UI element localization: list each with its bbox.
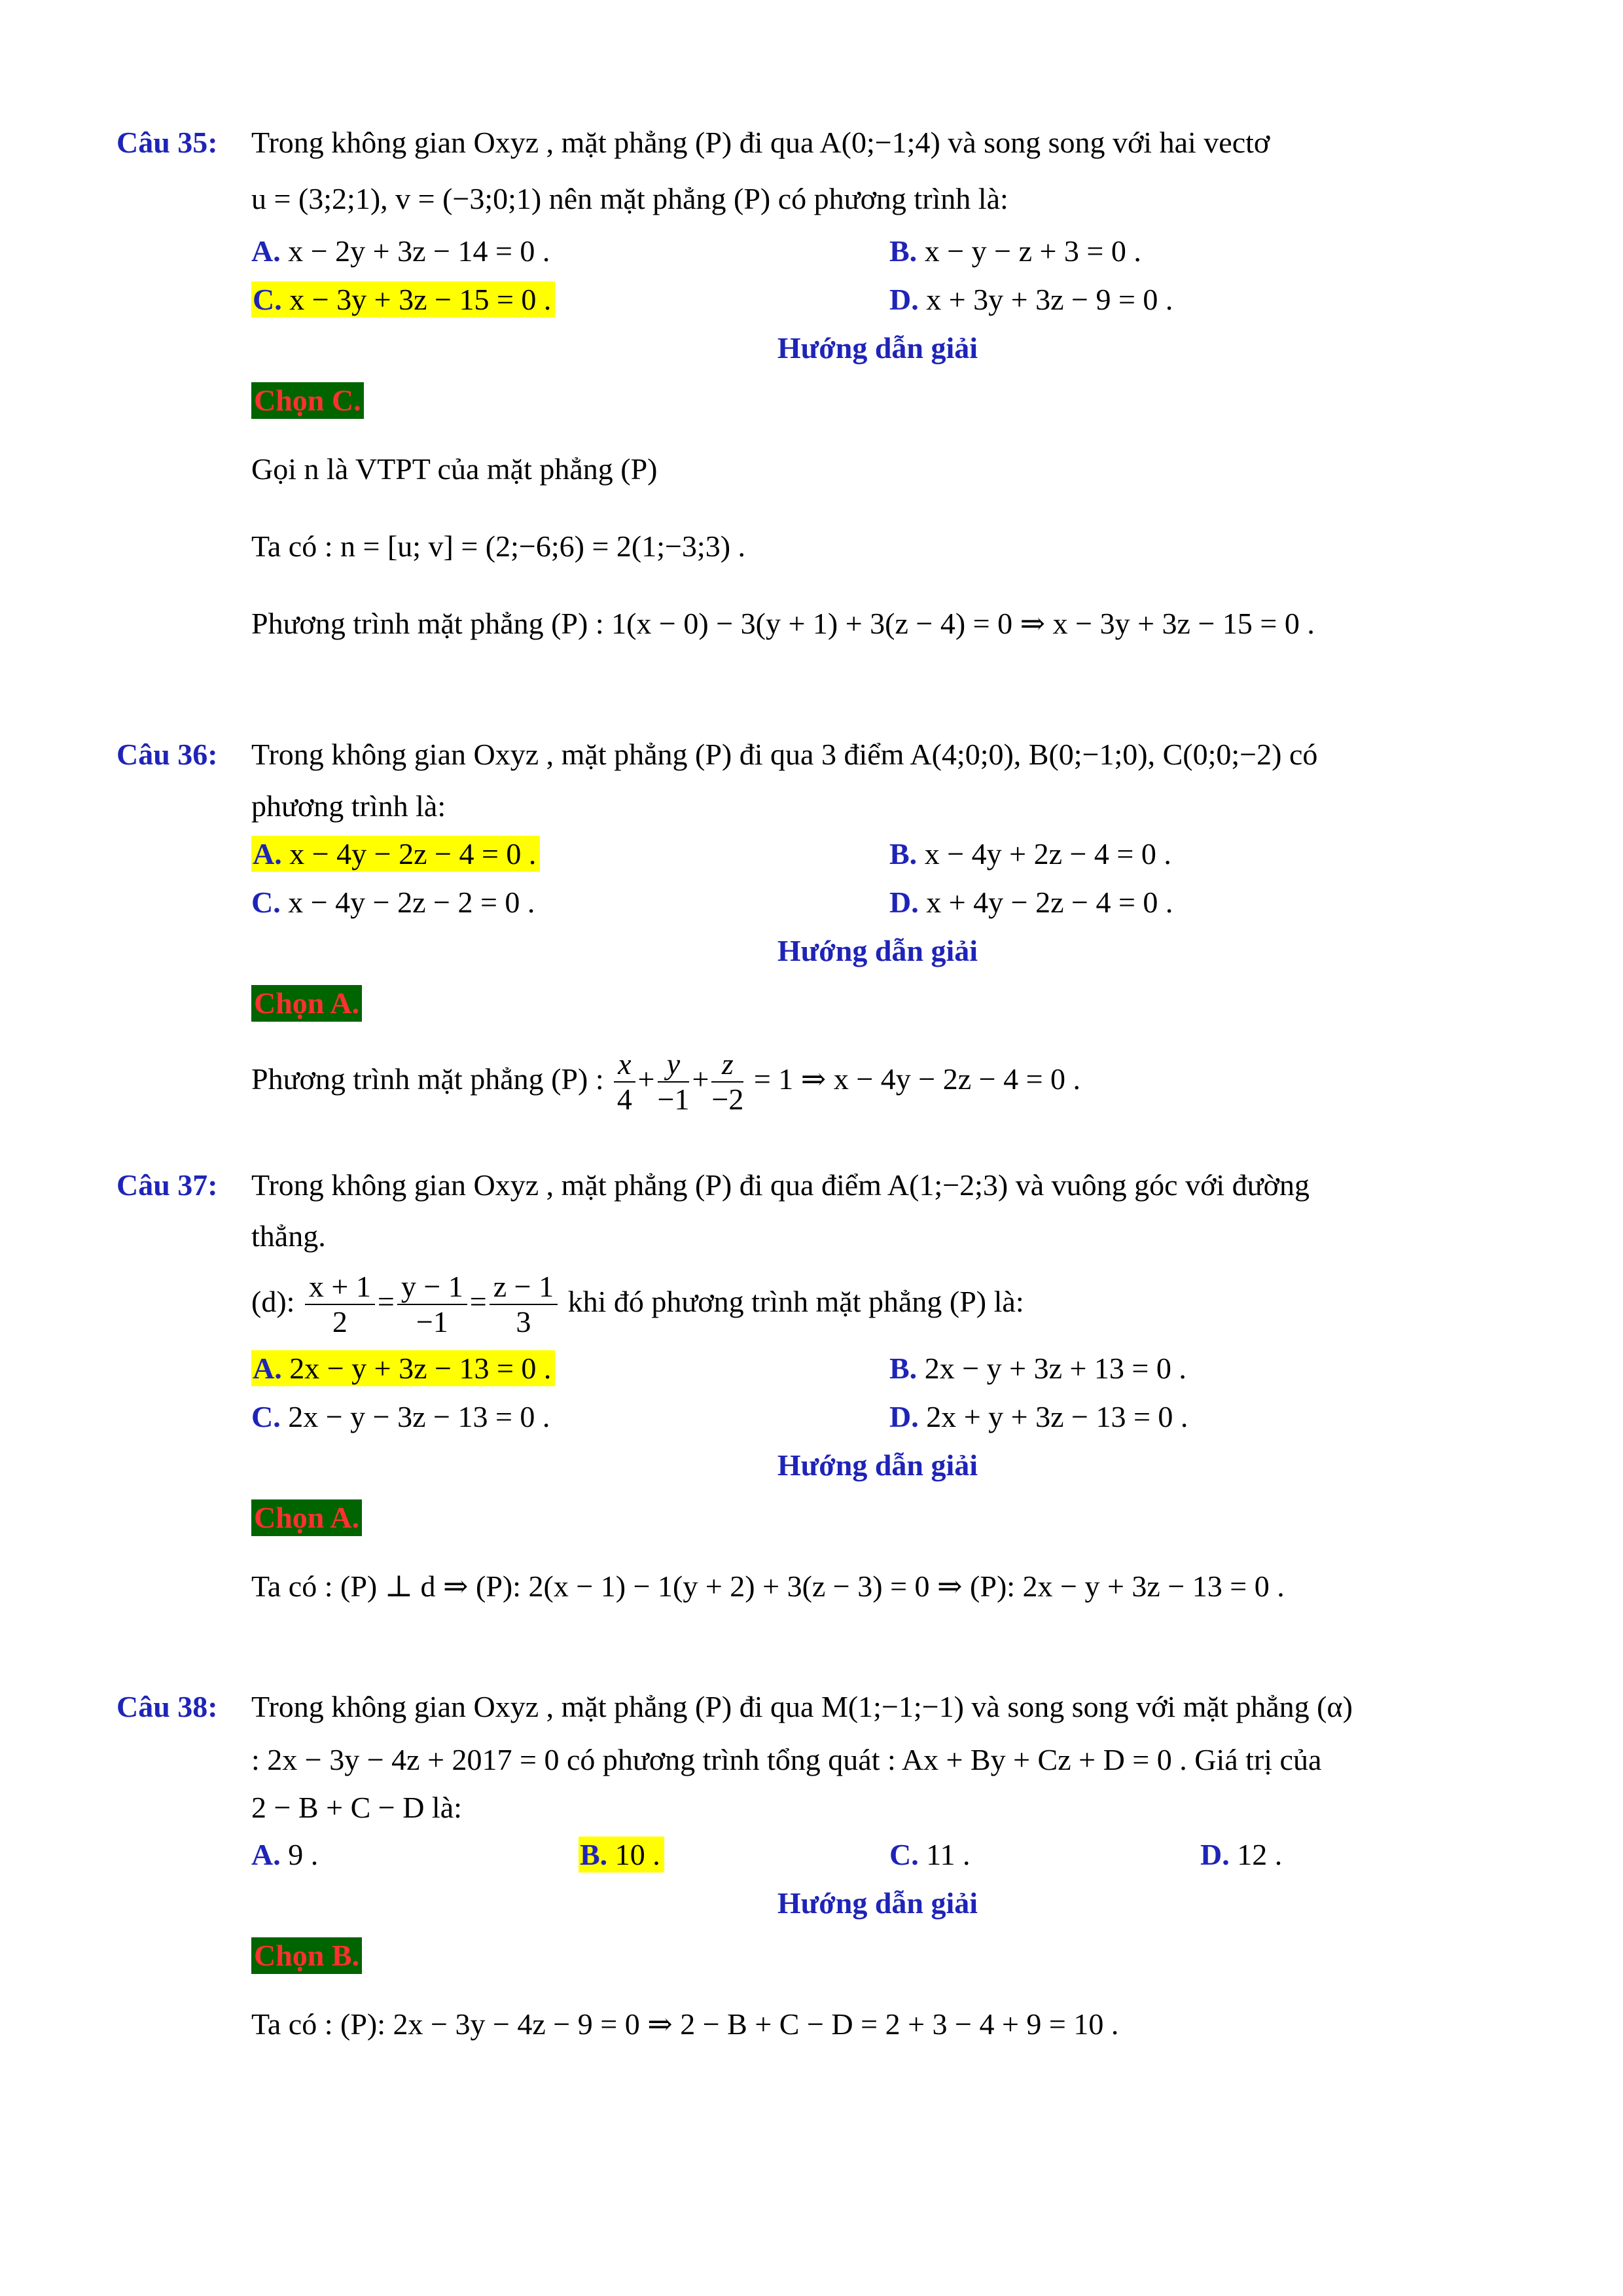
options-row — [251, 878, 1504, 927]
option-text: x − 3y + 3z − 15 = 0 . — [289, 283, 552, 316]
option-c — [251, 1393, 550, 1441]
answer-tag: Chọn A. — [251, 1499, 362, 1536]
fraction-numerator: y − 1 — [397, 1270, 467, 1305]
fraction — [305, 1270, 375, 1339]
options-row — [251, 830, 1504, 878]
option-text: 2x − y + 3z − 13 = 0 . — [289, 1352, 552, 1385]
options-row — [251, 1344, 1504, 1393]
solution-heading: Hướng dẫn giải — [777, 934, 978, 967]
question-number: Câu 35: — [116, 126, 218, 159]
fraction-denominator: 2 — [332, 1305, 348, 1339]
question-number: Câu 38: — [116, 1690, 218, 1723]
option-label: D. — [889, 283, 919, 316]
option-text: 2x + y + 3z − 13 = 0 . — [926, 1400, 1188, 1433]
options-row — [251, 276, 1504, 324]
solution-line: Phương trình mặt phẳng (P) : $\frac{x}{4}$ + $\frac{y}{-1}$ + $\frac{z}{-2}$ = 1 ⇒ x − 4y − 2z − 4 = 0 . — [251, 1047, 1081, 1117]
fraction-denominator: −1 — [657, 1083, 690, 1117]
question-37 — [116, 1157, 1504, 1625]
option-label: A. — [251, 234, 281, 268]
option-b — [889, 1344, 1186, 1393]
option-text: x − 4y + 2z − 4 = 0 . — [924, 837, 1171, 870]
option-a — [251, 227, 550, 276]
fraction-numerator: y — [658, 1047, 690, 1083]
option-text: x − 2y + 3z − 14 = 0 . — [288, 234, 550, 268]
question-stem-line: 2 − B + C − D là: — [251, 1791, 462, 1824]
option-label: C. — [251, 1400, 281, 1433]
answer-tag: Chọn C. — [251, 382, 364, 419]
option-b — [579, 1831, 664, 1879]
solution-suffix: = 1 ⇒ x − 4y − 2z − 4 = 0 . — [753, 1062, 1081, 1096]
question-stem-line: : 2x − 3y − 4z + 2017 = 0 có phương trình tổng quát : Ax + By + Cz + D = 0 . Giá trị của — [251, 1743, 1322, 1776]
option-text: x − 4y − 2z − 2 = 0 . — [288, 886, 535, 919]
option-d — [889, 1393, 1188, 1441]
fraction — [711, 1047, 743, 1117]
line-suffix: khi đó phương trình mặt phẳng (P) là: — [567, 1285, 1024, 1318]
option-label: A. — [253, 1352, 282, 1385]
question-number: Câu 37: — [116, 1168, 218, 1202]
question-stem-line: Trong không gian Oxyz , mặt phẳng (P) đi qua M(1;−1;−1) và song song với mặt phẳng (α) — [251, 1690, 1353, 1723]
options-row — [251, 1393, 1504, 1441]
option-text: x + 3y + 3z − 9 = 0 . — [926, 283, 1173, 316]
fraction — [397, 1270, 467, 1339]
option-d — [1200, 1831, 1282, 1879]
option-label: A. — [251, 1838, 281, 1871]
fraction — [614, 1047, 635, 1117]
option-a — [251, 830, 540, 878]
option-label: B. — [889, 1352, 918, 1385]
option-text: 10 . — [615, 1838, 660, 1871]
option-a — [251, 1831, 318, 1879]
correct-answer-highlight — [251, 281, 555, 317]
option-d — [889, 276, 1173, 324]
question-stem-line: phương trình là: — [251, 789, 446, 823]
option-text: x − y − z + 3 = 0 . — [924, 234, 1141, 268]
option-label: B. — [580, 1838, 608, 1871]
option-text: 11 . — [926, 1838, 971, 1871]
solution-line: Phương trình mặt phẳng (P) : 1(x − 0) − 3(y + 1) + 3(z − 4) = 0 ⇒ x − 3y + 3z − 15 = 0 . — [251, 607, 1315, 640]
fraction — [658, 1047, 690, 1117]
correct-answer-highlight — [251, 1350, 555, 1386]
fraction-numerator: x + 1 — [305, 1270, 375, 1305]
solution-heading: Hướng dẫn giải — [777, 1886, 978, 1920]
option-text: 2x − y + 3z + 13 = 0 . — [924, 1352, 1186, 1385]
correct-answer-highlight — [579, 1837, 664, 1873]
option-b — [889, 227, 1141, 276]
fraction-denominator: −2 — [711, 1083, 744, 1117]
solution-line: Ta có : n = [u; v] = (2;−6;6) = 2(1;−3;3) . — [251, 529, 746, 563]
option-text: x − 4y − 2z − 4 = 0 . — [289, 837, 537, 870]
option-label: C. — [253, 283, 282, 316]
option-text: 9 . — [288, 1838, 319, 1871]
option-a — [251, 1344, 555, 1393]
fraction-denominator: 3 — [516, 1305, 531, 1339]
question-35 — [116, 115, 1504, 662]
option-c — [251, 878, 535, 927]
option-label: B. — [889, 837, 918, 870]
fraction-numerator: z − 1 — [490, 1270, 558, 1305]
fraction-denominator: 4 — [616, 1083, 632, 1117]
option-label: D. — [889, 1400, 919, 1433]
question-36 — [116, 726, 1504, 1125]
option-label: C. — [889, 1838, 919, 1871]
option-b — [889, 830, 1171, 878]
solution-line: Gọi n là VTPT của mặt phẳng (P) — [251, 452, 658, 486]
option-label: D. — [889, 886, 919, 919]
answer-tag: Chọn B. — [251, 1937, 362, 1974]
option-label: C. — [251, 886, 281, 919]
question-stem-line: Trong không gian Oxyz , mặt phẳng (P) đi qua điểm A(1;−2;3) và vuông góc với đường — [251, 1168, 1310, 1202]
fraction-numerator: z — [711, 1047, 743, 1083]
options-row — [251, 227, 1504, 276]
option-label: D. — [1200, 1838, 1230, 1871]
option-label: B. — [889, 234, 918, 268]
line-equation: (d): $\frac{x + 1}{2}$ = $\frac{y - 1}{-1}$ = $\frac{z - 1}{3}$ khi đó phương trình mặt phẳng (P) là: — [251, 1270, 1024, 1339]
options-row — [251, 1831, 1504, 1879]
question-stem-line: Trong không gian Oxyz , mặt phẳng (P) đi qua A(0;−1;4) và song song với hai vectơ — [251, 126, 1270, 159]
option-text: 12 . — [1237, 1838, 1283, 1871]
option-c — [889, 1831, 971, 1879]
correct-answer-highlight — [251, 836, 540, 872]
question-stem-line: u = (3;2;1), v = (−3;0;1) nên mặt phẳng (P) có phương trình là: — [251, 182, 1008, 215]
question-stem-line: Trong không gian Oxyz , mặt phẳng (P) đi qua 3 điểm A(4;0;0), B(0;−1;0), C(0;0;−2) có — [251, 738, 1318, 771]
fraction-denominator: −1 — [416, 1305, 448, 1339]
question-stem-line: thẳng. — [251, 1219, 326, 1253]
option-text: 2x − y − 3z − 13 = 0 . — [288, 1400, 550, 1433]
option-text: x + 4y − 2z − 4 = 0 . — [926, 886, 1173, 919]
fraction — [490, 1270, 558, 1339]
solution-prefix: Phương trình mặt phẳng (P) : — [251, 1062, 604, 1096]
solution-heading: Hướng dẫn giải — [777, 1448, 978, 1482]
option-c — [251, 276, 555, 324]
option-label: A. — [253, 837, 282, 870]
option-d — [889, 878, 1173, 927]
question-number: Câu 36: — [116, 738, 218, 771]
line-prefix: (d): — [251, 1285, 295, 1318]
solution-line: Ta có : (P): 2x − 3y − 4z − 9 = 0 ⇒ 2 − B + C − D = 2 + 3 − 4 + 9 = 10 . — [251, 2007, 1119, 2041]
question-38 — [116, 1679, 1504, 2063]
solution-line: Ta có : (P) ⊥ d ⇒ (P): 2(x − 1) − 1(y + 2) + 3(z − 3) = 0 ⇒ (P): 2x − y + 3z − 13 = 0 . — [251, 1570, 1285, 1603]
fraction-numerator: x — [614, 1047, 635, 1083]
solution-heading: Hướng dẫn giải — [777, 331, 978, 365]
answer-tag: Chọn A. — [251, 985, 362, 1022]
